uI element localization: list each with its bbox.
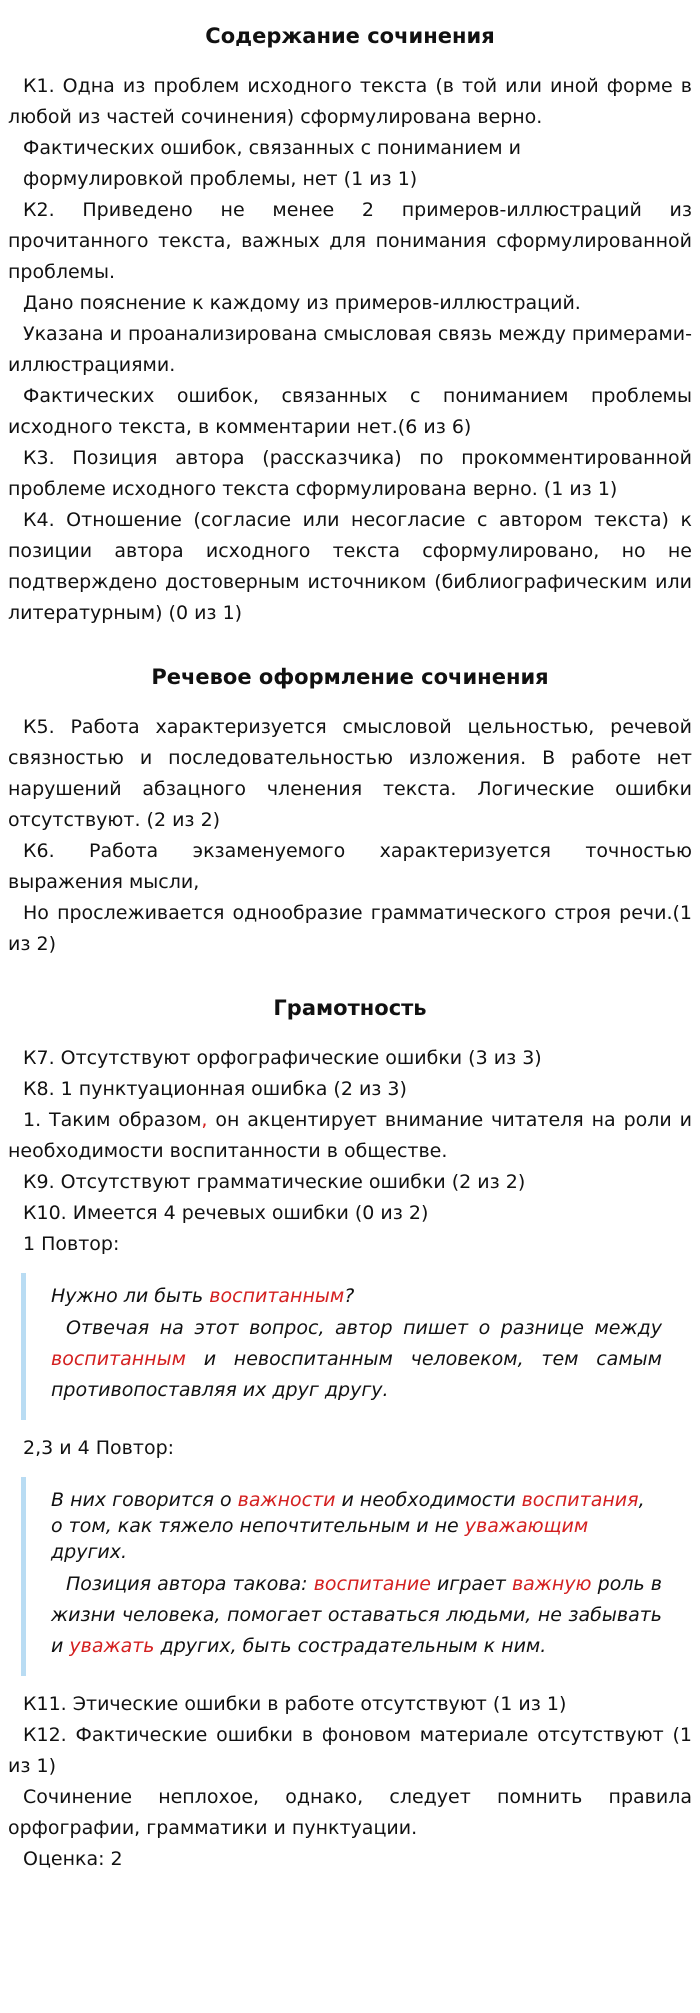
criterion-k2: К2. Приведено не менее 2 примеров-иллюстраций из прочитанного текста, важных для понимания сформулированной проблемы. [8,199,692,283]
criterion-k5: К5. Работа характеризуется смысловой цельностью, речевой связностью и последовательностью изложения. В работе нет нарушений абзацного членения текста. Логические ошибки отсутствуют. (2 из 2) [8,716,692,831]
repeat-highlight: важности [237,1489,336,1511]
total-score: Оценка: 2 [23,1848,123,1870]
repeat-highlight: воспитанным [209,1285,345,1307]
example-text-end: он акцентирует внимание читателя на роли и необходимости воспитанности в обществе. [8,1109,692,1162]
section-title-speech: Речевое оформление сочинения [151,665,549,689]
criterion-k1-note-1: Фактических ошибок, связанных с пониманием и [23,137,522,159]
criterion-k2-note-3: Фактических ошибок, связанных с пониманием проблемы исходного текста, в комментарии нет.(6 из 6) [8,385,692,438]
repeat-label-2: 2,3 и 4 Повтор: [23,1437,175,1459]
criterion-k2-note-2: Указана и проанализирована смысловая связь между примерами-иллюстрациями. [8,323,692,376]
section-title-content: Содержание сочинения [205,24,495,48]
repeat-highlight: воспитания [521,1489,639,1511]
error-highlight: , [201,1109,208,1131]
punctuation-error-example [8,1105,692,1167]
criterion-k6-note: Но прослеживается однообразие грамматического строя речи.(1 из 2) [8,902,692,955]
criterion-k4: К4. Отношение (согласие или несогласие с автором текста) к позиции автора исходного текста сформулировано, но не подтверждено достоверным источником (библиографическим или литературным) (0 из 1) [8,509,692,624]
criterion-k8: К8. 1 пунктуационная ошибка (2 из 3) [23,1078,407,1100]
quote-1-line-2: Отвечая на этот вопрос, автор пишет о разнице между воспитанным и невоспитанным человеком, тем самым противопоставляя их друг другу. [51,1317,662,1401]
criterion-k7: К7. Отсутствуют орфографические ошибки (3 из 3) [23,1047,542,1069]
criterion-k1-note-2: формулировкой проблемы, нет (1 из 1) [23,168,418,190]
criterion-k11: К11. Этические ошибки в работе отсутствуют (1 из 1) [23,1693,567,1715]
repeat-highlight: уважающим [464,1515,589,1537]
section-title-literacy: Грамотность [273,996,427,1020]
repeat-highlight: важную [511,1573,592,1595]
criterion-k10: К10. Имеется 4 речевых ошибки (0 из 2) [23,1202,429,1224]
quote-2-line-2: Позиция автора такова: воспитание играет важную роль в жизни человека, помогает оставаться людьми, не забывать и уважать других, быть сострадательным к ним. [51,1573,663,1657]
criterion-k3: К3. Позиция автора (рассказчика) по прокомментированной проблеме исходного текста сформулирована верно. (1 из 1) [8,447,692,500]
repeat-highlight: воспитанным [51,1348,186,1370]
criterion-k12: К12. Фактические ошибки в фоновом материале отсутствуют (1 из 1) [8,1724,692,1777]
example-text-start: 1. Таким образом [23,1109,202,1131]
criterion-k6: К6. Работа экзаменуемого характеризуется точностью выражения мысли, [8,840,692,893]
criterion-k1: К1. Одна из проблем исходного текста (в той или иной форме в любой из частей сочинения) сформулирована верно. [8,75,692,128]
quote-2-line-1: В них говорится о важности и необходимости воспитания, о том, как тяжело непочтительным и не уважающим других. [51,1489,645,1563]
quote-block-1 [21,1273,692,1420]
quote-1-line-1: Нужно ли быть воспитанным? [51,1285,355,1307]
quote-block-2 [21,1477,692,1676]
criterion-k2-note-1: Дано пояснение к каждому из примеров-иллюстраций. [23,292,581,314]
summary-text: Сочинение неплохое, однако, следует помнить правила орфографии, грамматики и пунктуации. [8,1786,692,1839]
repeat-highlight: уважать [69,1635,155,1657]
repeat-label-1: 1 Повтор: [23,1233,120,1255]
repeat-highlight: воспитание [313,1573,431,1595]
criterion-k9: К9. Отсутствуют грамматические ошибки (2 из 2) [23,1171,526,1193]
